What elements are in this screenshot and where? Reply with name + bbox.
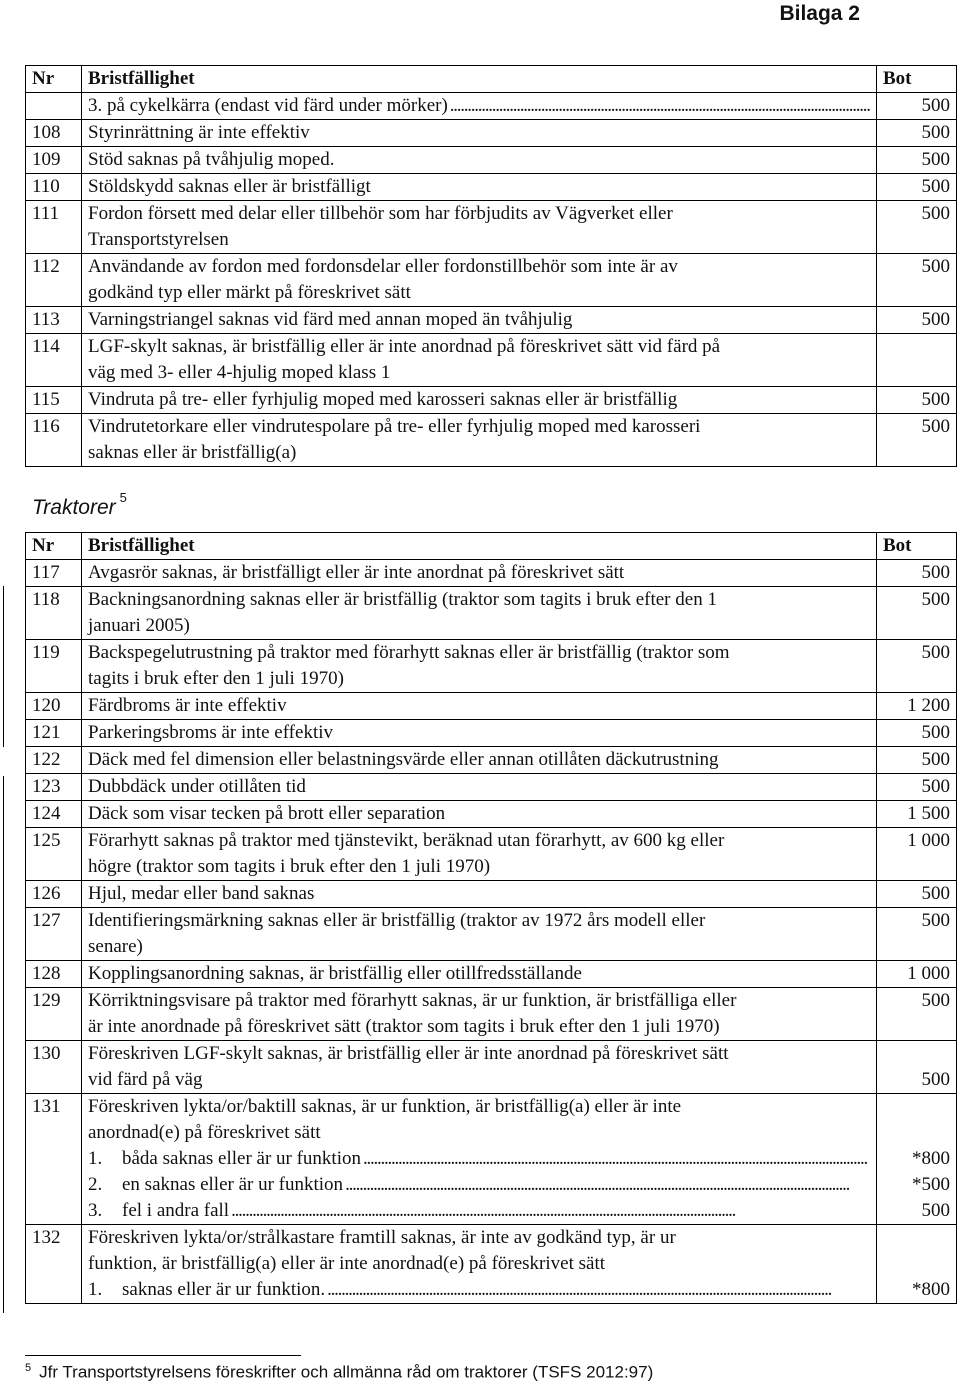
- fines-table-mopeds: [25, 65, 957, 467]
- description-line: funktion, är bristfällig(a) eller är inte anordnad(e) på föreskrivet sätt: [88, 1253, 606, 1274]
- row-fine: 500: [877, 587, 957, 640]
- row-fine: [877, 1225, 957, 1304]
- table-row: [26, 1041, 957, 1094]
- dot-leader: [450, 93, 870, 119]
- table-row: [26, 961, 957, 988]
- row-number: 118: [26, 587, 82, 640]
- row-number: 124: [26, 801, 82, 828]
- row-number: 116: [26, 414, 82, 467]
- header-fine: Bot: [877, 66, 957, 93]
- description-line: tagits i bruk efter den 1 juli 1970): [88, 668, 344, 689]
- row-description: [82, 961, 877, 988]
- row-number: 111: [26, 201, 82, 254]
- sub-item-number: 1.: [88, 1148, 103, 1169]
- description-line: Parkeringsbroms är inte effektiv: [88, 722, 333, 743]
- sub-item-text: en saknas eller är ur funktion: [122, 1174, 344, 1195]
- description-line: Styrinrättning är inte effektiv: [88, 122, 310, 143]
- sub-item-text: fel i andra fall: [122, 1200, 230, 1221]
- row-description: [82, 560, 877, 587]
- section-title-text: Traktorer: [32, 496, 116, 519]
- sub-item-number: 2.: [88, 1174, 103, 1195]
- table-row: [26, 307, 957, 334]
- sub-item-fine: *800: [912, 1148, 950, 1169]
- row-fine: 1 000: [877, 961, 957, 988]
- sub-item: [88, 1146, 870, 1172]
- description-line: Däck som visar tecken på brott eller separation: [88, 803, 446, 824]
- row-fine: 500: [877, 774, 957, 801]
- row-description: [82, 693, 877, 720]
- row-fine: 500: [877, 307, 957, 334]
- header-fine: Bot: [877, 533, 957, 560]
- row-fine: 1 000: [877, 828, 957, 881]
- description-line: Avgasrör saknas, är bristfälligt eller är inte anordnat på föreskrivet sätt: [88, 562, 625, 583]
- row-fine: [877, 1094, 957, 1225]
- description-line: Backningsanordning saknas eller är bristfällig (traktor som tagits i bruk efter den 1: [88, 589, 717, 610]
- row-fine: 500: [877, 387, 957, 414]
- row-fine: [877, 334, 957, 387]
- description-line: godkänd typ eller märkt på föreskrivet sätt: [88, 282, 411, 303]
- description-line: saknas eller är bristfällig(a): [88, 442, 297, 463]
- table-header-row: [26, 66, 957, 93]
- sub-item: [88, 1172, 870, 1198]
- row-number: 122: [26, 747, 82, 774]
- description-line: anordnad(e) på föreskrivet sätt: [88, 1122, 321, 1143]
- table-row: [26, 587, 957, 640]
- row-fine: 500: [877, 881, 957, 908]
- row-number: 132: [26, 1225, 82, 1304]
- table-row: [26, 1225, 957, 1304]
- fines-table-tractors: [25, 532, 957, 1304]
- table-row: [26, 334, 957, 387]
- description-line: Användande av fordon med fordonsdelar eller fordonstillbehör som inte är av: [88, 256, 678, 277]
- description-line: LGF-skylt saknas, är bristfällig eller är inte anordnad på föreskrivet sätt vid färd på: [88, 336, 721, 357]
- row-fine: 1 200: [877, 693, 957, 720]
- footnote: [25, 1362, 653, 1383]
- header-description: Bristfällighet: [82, 533, 877, 560]
- row-fine: 500: [877, 1041, 957, 1094]
- row-number: 112: [26, 254, 82, 307]
- row-description: [82, 988, 877, 1041]
- table-header-row: [26, 533, 957, 560]
- revision-bar: [3, 776, 4, 1313]
- table-row: [26, 747, 957, 774]
- section-title-tractors: [32, 490, 127, 520]
- description-line: Hjul, medar eller band saknas: [88, 883, 315, 904]
- header-nr: Nr: [26, 66, 82, 93]
- table-row: [26, 560, 957, 587]
- header-nr: Nr: [26, 533, 82, 560]
- row-fine: 500: [877, 93, 957, 120]
- table-row: [26, 414, 957, 467]
- description-line: Däck med fel dimension eller belastningsvärde eller annan otillåten däckutrustning: [88, 749, 719, 770]
- row-number: 123: [26, 774, 82, 801]
- row-number: [26, 93, 82, 120]
- row-fine: 500: [877, 720, 957, 747]
- description-line: Kopplingsanordning saknas, är bristfällig eller otillfredsställande: [88, 963, 582, 984]
- table-row: [26, 147, 957, 174]
- row-description: [82, 93, 877, 120]
- spacer: [883, 1225, 950, 1251]
- row-description: [82, 387, 877, 414]
- description-line: Fordon försett med delar eller tillbehör som har förbjudits av Vägverket eller: [88, 203, 673, 224]
- table-row: [26, 640, 957, 693]
- row-number: 120: [26, 693, 82, 720]
- row-fine: 500: [877, 120, 957, 147]
- row-number: 121: [26, 720, 82, 747]
- sub-item-fine: 500: [921, 1200, 950, 1221]
- row-description: [82, 747, 877, 774]
- row-number: 119: [26, 640, 82, 693]
- row-number: 128: [26, 961, 82, 988]
- dot-leader: [327, 1277, 870, 1303]
- table-row: [26, 201, 957, 254]
- table-row: [26, 720, 957, 747]
- dot-leader: [231, 1198, 870, 1224]
- row-number: 125: [26, 828, 82, 881]
- description-line: Förarhytt saknas på traktor med tjänstevikt, beräknad utan förarhytt, av 600 kg eller: [88, 830, 725, 851]
- row-fine: 1 500: [877, 801, 957, 828]
- description-line: Vindruta på tre- eller fyrhjulig moped med karosseri saknas eller är bristfällig: [88, 389, 678, 410]
- description-line: Varningstriangel saknas vid färd med annan moped än tvåhjulig: [88, 309, 573, 330]
- description-line: Föreskriven lykta/or/baktill saknas, är ur funktion, är bristfällig(a) eller är inte: [88, 1096, 682, 1117]
- row-fine: 500: [877, 147, 957, 174]
- row-description: [82, 201, 877, 254]
- description-line: är inte anordnade på föreskrivet sätt (traktor som tagits i bruk efter den 1 juli 1970): [88, 1016, 720, 1037]
- table-row: [26, 254, 957, 307]
- row-description: [82, 774, 877, 801]
- table-row: [26, 828, 957, 881]
- row-description: [82, 120, 877, 147]
- attachment-label: Bilaga 2: [779, 2, 860, 25]
- row-fine: 500: [877, 254, 957, 307]
- footnote-divider: [25, 1355, 301, 1356]
- sub-item: [88, 1277, 870, 1303]
- spacer: [883, 1094, 950, 1120]
- sub-item-text: båda saknas eller är ur funktion: [122, 1148, 361, 1169]
- row-number: 114: [26, 334, 82, 387]
- row-description: [82, 174, 877, 201]
- description-line: Färdbroms är inte effektiv: [88, 695, 287, 716]
- row-description: [82, 307, 877, 334]
- row-description: [82, 334, 877, 387]
- description-line: Föreskriven lykta/or/strålkastare framtill saknas, är inte av godkänd typ, är ur: [88, 1227, 676, 1248]
- row-description: [82, 801, 877, 828]
- row-number: 130: [26, 1041, 82, 1094]
- spacer: [883, 1120, 950, 1146]
- revision-bar: [3, 586, 4, 747]
- description-line: högre (traktor som tagits i bruk efter den 1 juli 1970): [88, 856, 491, 877]
- table-row: [26, 93, 957, 120]
- row-number: 131: [26, 1094, 82, 1225]
- row-description: [82, 147, 877, 174]
- description-line: Körriktningsvisare på traktor med förarhytt saknas, är ur funktion, är bristfälliga eller: [88, 990, 737, 1011]
- row-description: [82, 1041, 877, 1094]
- dot-leader: [345, 1172, 870, 1198]
- footnote-reference: 5: [119, 490, 127, 505]
- table-row: [26, 801, 957, 828]
- row-fine: 500: [877, 747, 957, 774]
- sub-item-fine: *800: [912, 1279, 950, 1300]
- row-number: 110: [26, 174, 82, 201]
- table-row: [26, 174, 957, 201]
- row-description: [82, 908, 877, 961]
- sub-item-text: saknas eller är ur funktion.: [122, 1279, 326, 1300]
- row-number: 113: [26, 307, 82, 334]
- description-text: 3. på cykelkärra (endast vid färd under mörker): [88, 95, 448, 116]
- row-fine: 500: [877, 560, 957, 587]
- row-number: 108: [26, 120, 82, 147]
- footnote-number: 5: [25, 1362, 32, 1374]
- description-line: Backspegelutrustning på traktor med förarhytt saknas eller är bristfällig (traktor som: [88, 642, 730, 663]
- row-fine: 500: [877, 908, 957, 961]
- description-line: senare): [88, 936, 143, 957]
- row-description: [82, 587, 877, 640]
- row-description: [82, 881, 877, 908]
- row-fine: 500: [877, 988, 957, 1041]
- row-description: [82, 1225, 877, 1304]
- description-line: väg med 3- eller 4-hjulig moped klass 1: [88, 362, 391, 383]
- row-description: [82, 254, 877, 307]
- row-description: [82, 640, 877, 693]
- table-row: [26, 881, 957, 908]
- row-fine: 500: [877, 414, 957, 467]
- row-number: 126: [26, 881, 82, 908]
- description-line: Stöd saknas på tvåhjulig moped.: [88, 149, 335, 170]
- sub-item-number: 3.: [88, 1200, 103, 1221]
- row-description: [82, 720, 877, 747]
- row-description: [82, 1094, 877, 1225]
- description-line: Stöldskydd saknas eller är bristfälligt: [88, 176, 371, 197]
- header-description: Bristfällighet: [82, 66, 877, 93]
- description-line: [88, 93, 870, 119]
- description-line: januari 2005): [88, 615, 190, 636]
- table-row: [26, 988, 957, 1041]
- row-number: 129: [26, 988, 82, 1041]
- description-line: Vindrutetorkare eller vindrutespolare på tre- eller fyrhjulig moped med karosseri: [88, 416, 701, 437]
- row-number: 115: [26, 387, 82, 414]
- sub-item: [88, 1198, 870, 1224]
- description-line: Föreskriven LGF-skylt saknas, är bristfällig eller är inte anordnad på föreskrivet sätt: [88, 1043, 729, 1064]
- table-row: [26, 693, 957, 720]
- dot-leader: [363, 1146, 870, 1172]
- row-fine: 500: [877, 640, 957, 693]
- sub-item-fine: *500: [912, 1174, 950, 1195]
- description-line: vid färd på väg: [88, 1069, 203, 1090]
- table-row: [26, 908, 957, 961]
- row-description: [82, 414, 877, 467]
- table-row: [26, 387, 957, 414]
- description-line: Transportstyrelsen: [88, 229, 229, 250]
- spacer: [883, 1251, 950, 1277]
- description-line: Dubbdäck under otillåten tid: [88, 776, 306, 797]
- row-number: 109: [26, 147, 82, 174]
- row-number: 117: [26, 560, 82, 587]
- table-row: [26, 1094, 957, 1225]
- row-description: [82, 828, 877, 881]
- row-number: 127: [26, 908, 82, 961]
- row-fine: 500: [877, 201, 957, 254]
- footnote-text: Jfr Transportstyrelsens föreskrifter och allmänna råd om traktorer (TSFS 2012:97): [39, 1362, 654, 1382]
- table-row: [26, 774, 957, 801]
- description-line: Identifieringsmärkning saknas eller är bristfällig (traktor av 1972 års modell eller: [88, 910, 706, 931]
- sub-item-number: 1.: [88, 1279, 103, 1300]
- row-fine: 500: [877, 174, 957, 201]
- table-row: [26, 120, 957, 147]
